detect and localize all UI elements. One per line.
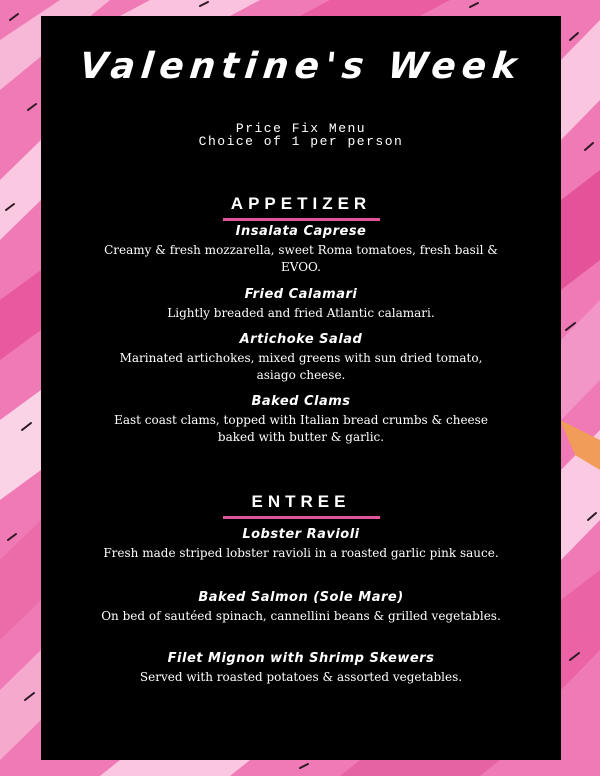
menu-item-description: On bed of sautéed spinach, cannellini beans & grilled vegetables. [101,609,501,623]
subtitle-line-1: Price Fix Menu [235,121,367,136]
section-heading-label: ENTREE [251,492,351,511]
menu-item [101,393,501,446]
menu-item [101,589,501,625]
menu-item [101,331,501,384]
section-heading-appetizer [41,194,561,221]
menu-item-name: Lobster Ravioli [242,527,360,542]
menu-item-description: Creamy & fresh mozzarella, sweet Roma tomatoes, fresh basil & EVOO. [104,243,498,274]
menu-item-name: Baked Salmon (Sole Mare) [198,590,404,605]
menu-item [101,526,501,562]
menu-item [101,650,501,686]
menu-item [101,286,501,322]
menu-item-description: Served with roasted potatoes & assorted vegetables. [139,670,463,684]
menu-item-description: East coast clams, topped with Italian bread crumbs & cheese baked with butter & garlic. [114,413,488,444]
menu-item-name: Fried Calamari [244,287,358,302]
menu-item-description: Marinated artichokes, mixed greens with sun dried tomato, asiago cheese. [119,351,483,382]
menu-subtitle [41,122,561,148]
menu-item [101,223,501,276]
subtitle-line-2: Choice of 1 per person [198,134,404,149]
menu-item-description: Fresh made striped lobster ravioli in a roasted garlic pink sauce. [103,546,499,560]
menu-item-name: Insalata Caprese [235,224,367,239]
menu-item-name: Artichoke Salad [239,332,363,347]
menu-item-name: Filet Mignon with Shrimp Skewers [167,651,435,666]
section-heading-label: APPETIZER [230,194,372,213]
menu-item-description: Lightly breaded and fried Atlantic calamari. [167,306,435,320]
menu-item-name: Baked Clams [251,394,351,409]
section-heading-entree [41,492,561,519]
menu-panel [41,16,561,760]
menu-title: Valentine's Week [77,46,525,87]
section-heading-underline [223,218,380,221]
section-heading-underline [223,516,380,519]
